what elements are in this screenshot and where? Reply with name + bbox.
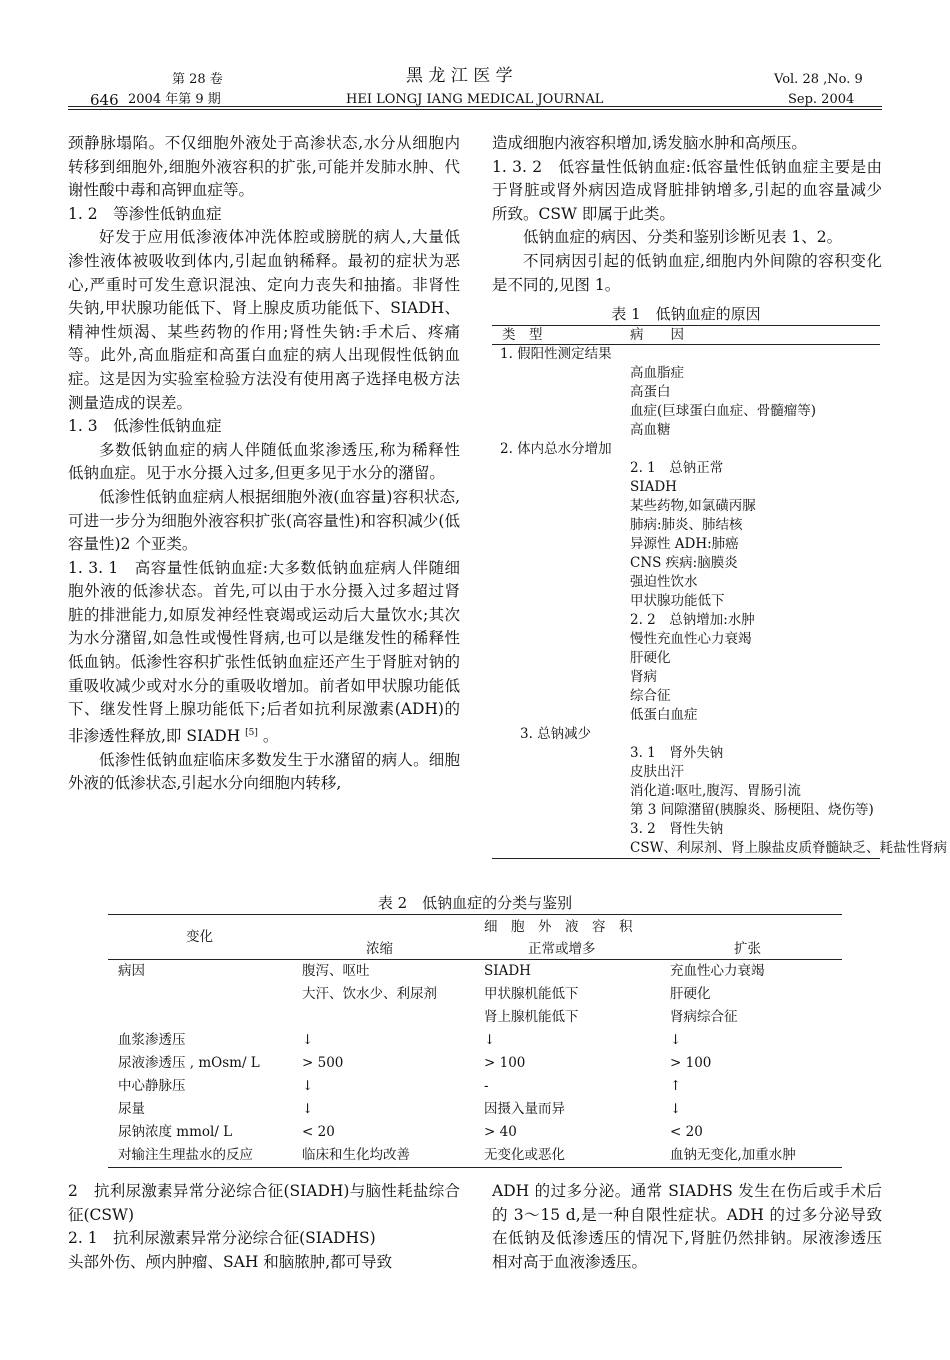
paragraph: 不同病因引起的低钠血症,细胞内外间隙的容积变化是不同的,见图 1。 (492, 251, 882, 294)
table-1-cause: 肺病:肺炎、肺结核 (630, 517, 743, 533)
table-2-cell: 充血性心力衰竭 (670, 963, 765, 979)
table-2-cell: 对输注生理盐水的反应 (118, 1147, 253, 1163)
table-1-cause: 消化道:呕吐,腹泻、胃肠引流 (630, 783, 801, 799)
table-2-cell: ↓ (484, 1032, 496, 1048)
header-rule (68, 106, 882, 107)
journal-title-en: HEI LONGJ IANG MEDICAL JOURNAL (346, 92, 604, 107)
journal-title-cn: 黑 龙 江 医 学 (406, 66, 513, 86)
page-number: 646 (90, 91, 119, 109)
paragraph: 多数低钠血症的病人伴随低血浆渗透压,称为稀释性低钠血症。见于水分摄入过多,但更多见于水分的潴留。 (68, 440, 460, 483)
paragraph: 1. 3. 2 低容量性低钠血症:低容量性低钠血症主要是由于肾脏或肾外病因造成肾脏排钠增多,引起的血容量减少所致。CSW 即属于此类。 (492, 157, 882, 223)
table-2-cell: ↓ (670, 1101, 682, 1117)
bottom-left-column (68, 1180, 460, 1274)
paragraph: 低渗性低钠血症临床多数发生于水潴留的病人。细胞外液的低渗状态,引起水分向细胞内转移, (68, 750, 460, 793)
table-1-cause: 血症(巨球蛋白血症、骨髓瘤等) (630, 403, 817, 419)
table-1-col-cause: 病 因 (630, 327, 684, 343)
table-1-category: 3. 总钠减少 (520, 726, 592, 742)
table-2-cell: > 100 (670, 1055, 712, 1071)
table-1-caption: 表 1 低钠血症的原因 (611, 305, 761, 323)
table-2-row (108, 1098, 842, 1121)
table-2-cell: < 20 (670, 1124, 703, 1140)
reference-marker: [5] (245, 727, 258, 738)
date-en: Sep. 2004 (788, 92, 855, 107)
table-2-row (108, 960, 842, 983)
table-2-cell: 腹泻、呕吐 (302, 963, 370, 979)
left-column (68, 132, 460, 796)
table-1-header (492, 326, 880, 344)
table-1-cause: 甲状腺功能低下 (630, 593, 725, 609)
table-1-cause: 低蛋白血症 (630, 707, 698, 723)
paragraph: ADH 的过多分泌。通常 SIADHS 发生在伤后或手术后的 3～15 d,是一种自限性症状。ADH 的过多分泌导致在低钠及低渗透压的情况下,肾脏仍然排钠。尿液渗透压相对高于血液渗透压。 (492, 1182, 882, 1271)
table-2-cell: 大汗、饮水少、利尿剂 (302, 986, 437, 1002)
paragraph: 1. 3 低渗性低钠血症 (68, 417, 222, 436)
table-1-cause: 强迫性饮水 (630, 574, 698, 590)
table-2-header (108, 915, 842, 959)
table-2-cell: 肾上腺机能低下 (484, 1009, 579, 1025)
header-rule-double (68, 109, 882, 110)
paragraph: 低钠血症的病因、分类和鉴别诊断见表 1、2。 (523, 228, 843, 247)
table-1-cause: 3. 2 肾性失钠 (630, 821, 724, 837)
table-2-row (108, 1121, 842, 1144)
table-1-cause: 第 3 间隙潴留(胰腺炎、肠梗阻、烧伤等) (630, 802, 874, 818)
paragraph: 低渗性低钠血症病人根据细胞外液(血容量)容积状态,可进一步分为细胞外液容积扩张(高容量性)和容积减少(低容量性)2 个亚类。 (68, 487, 460, 554)
table-2-col-group: 细 胞 外 液 容 积 (484, 919, 633, 935)
table-1-cause: 某些药物,如氯磺丙脲 (630, 498, 756, 514)
table-1-cause: CSW、利尿剂、肾上腺盐皮质脊髓缺乏、耗盐性肾病 (630, 840, 947, 856)
table-2-sub-col-3: 扩张 (734, 941, 761, 957)
table-2-cell: 病因 (118, 963, 145, 979)
table-2-cell: 因摄入量而异 (484, 1101, 565, 1117)
table-2-cell: < 20 (302, 1124, 335, 1140)
table-2-sub-col-1: 浓缩 (366, 941, 393, 957)
table-1-bottom-rule (492, 858, 880, 859)
table-2-row (108, 1006, 842, 1029)
table-2-cell: 尿钠浓度 mmol/ L (118, 1124, 233, 1140)
table-1-cause: 肾病 (630, 669, 657, 685)
table-1-cause: 3. 1 肾外失钠 (630, 745, 724, 761)
page-header (0, 0, 950, 112)
paragraph: 1. 2 等渗性低钠血症 (68, 204, 222, 223)
table-1-cause: CNS 疾病:脑膜炎 (630, 555, 738, 571)
table-2-row (108, 1029, 842, 1052)
table-2-cell: 中心静脉压 (118, 1078, 186, 1094)
bottom-right-column (492, 1180, 882, 1274)
table-2-caption: 表 2 低钠血症的分类与鉴别 (377, 894, 573, 912)
table-2-cell: > 500 (302, 1055, 344, 1071)
table-2-cell: ↓ (302, 1101, 314, 1117)
table-2-cell: 肾病综合征 (670, 1009, 738, 1025)
table-1-cause: 肝硬化 (630, 650, 671, 666)
paragraph: 颈静脉塌陷。不仅细胞外液处于高渗状态,水分从细胞内转移到细胞外,细胞外液容积的扩张,可能并发肺水肿、代谢性酸中毒和高钾血症等。 (68, 134, 460, 200)
table-2-cell: > 100 (484, 1055, 526, 1071)
table-1-cause: 2. 2 总钠增加:水肿 (630, 612, 755, 628)
table-1-cause: 2. 1 总钠正常 (630, 460, 724, 476)
table-2-body (108, 960, 842, 1167)
table-1-cause: 异源性 ADH:肺癌 (630, 536, 739, 552)
table-1-cause: SIADH (630, 479, 677, 495)
table-2-cell: 血钠无变化,加重水肿 (670, 1147, 796, 1163)
table-1-cause: 皮肤出汗 (630, 764, 684, 780)
table-1-cause: 高血脂症 (630, 365, 684, 381)
table-2-cell: > 40 (484, 1124, 517, 1140)
right-column (492, 132, 882, 297)
table-1-cause: 慢性充血性心力衰竭 (630, 631, 752, 647)
table-2-row (108, 1052, 842, 1075)
table-2-cell: 血浆渗透压 (118, 1032, 186, 1048)
table-1-category: 2. 体内总水分增加 (500, 441, 612, 457)
table-2 (108, 892, 842, 1168)
table-2-cell: ↓ (670, 1032, 682, 1048)
table-2-cell: ↓ (302, 1078, 314, 1094)
issue-cn: 2004 年第 9 期 (128, 92, 221, 107)
table-2-row (108, 1075, 842, 1098)
table-2-col-change: 变化 (186, 929, 213, 945)
paragraph: 2. 1 抗利尿激素异常分泌综合征(SIADHS) (68, 1229, 376, 1248)
paragraph: 造成细胞内液容积增加,诱发脑水肿和高颅压。 (492, 134, 807, 152)
table-2-cell: 无变化或恶化 (484, 1147, 565, 1163)
table-2-cell: 甲状腺机能低下 (484, 986, 579, 1002)
table-2-bottom-rule (108, 1167, 842, 1168)
table-2-cell: 临床和生化均改善 (302, 1147, 410, 1163)
table-2-cell: - (484, 1078, 489, 1094)
table-1-body (492, 345, 947, 858)
table-1-category: 1. 假阳性测定结果 (500, 346, 612, 362)
paragraph: 1. 3. 1 高容量性低钠血症:大多数低钠血症病人伴随细胞外液的低渗状态。首先,可以由于水分摄入过多超过肾脏的排泄能力,如原发神经性衰竭或运动后大量饮水;其次为水分潴留,如急性或慢性肾病,也可以是继发性的稀释性低血钠。低渗性容积扩张性低钠血症还产生于肾脏对钠的重吸收减少或对水分的重吸收增加。前者如甲状腺功能低下、继发性肾上腺功能低下;后者如抗利尿激素(ADH)的非渗透性释放,即 SIADH [5] 。 (68, 558, 460, 745)
table-1 (492, 303, 947, 859)
table-1-cause: 综合征 (630, 688, 671, 704)
table-1-cause: 高蛋白 (630, 384, 671, 400)
table-2-sub-col-2: 正常或增多 (528, 941, 596, 957)
table-2-cell: 尿液渗透压 , mOsm/ L (118, 1055, 260, 1071)
paragraph: 2 抗利尿激素异常分泌综合征(SIADH)与脑性耗盐综合征(CSW) (68, 1182, 460, 1224)
paragraph: 头部外伤、颅内肿瘤、SAH 和脑脓肿,都可导致 (68, 1252, 393, 1271)
table-1-col-type: 类 型 (502, 327, 543, 343)
table-2-cell: 尿量 (118, 1101, 145, 1117)
table-2-cell: 肝硬化 (670, 986, 711, 1002)
table-2-cell: ↑ (670, 1078, 682, 1094)
table-2-cell: ↓ (302, 1032, 314, 1048)
volume-cn: 第 28 卷 (172, 72, 223, 87)
paragraph: 好发于应用低渗液体冲洗体腔或膀胱的病人,大量低渗性液体被吸收到体内,引起血钠稀释。最初的症状为恶心,严重时可发生意识混浊、定向力丧失和抽搐。非肾性失钠,甲状腺功能低下、肾上腺皮质功能低下、SIADH、精神性烦渴、某些药物的作用;肾性失钠:手术后、疼痛等。此外,高血脂症和高蛋白血症的病人出现假性低钠血症。这是因为实验室检验方法没有使用离子选择电极方法测量造成的误差。 (68, 228, 460, 412)
table-2-row (108, 983, 842, 1006)
table-1-cause: 高血糖 (630, 422, 671, 438)
volume-en: Vol. 28 ,No. 9 (774, 72, 863, 87)
table-2-row (108, 1144, 842, 1167)
table-2-cell: SIADH (484, 963, 531, 979)
